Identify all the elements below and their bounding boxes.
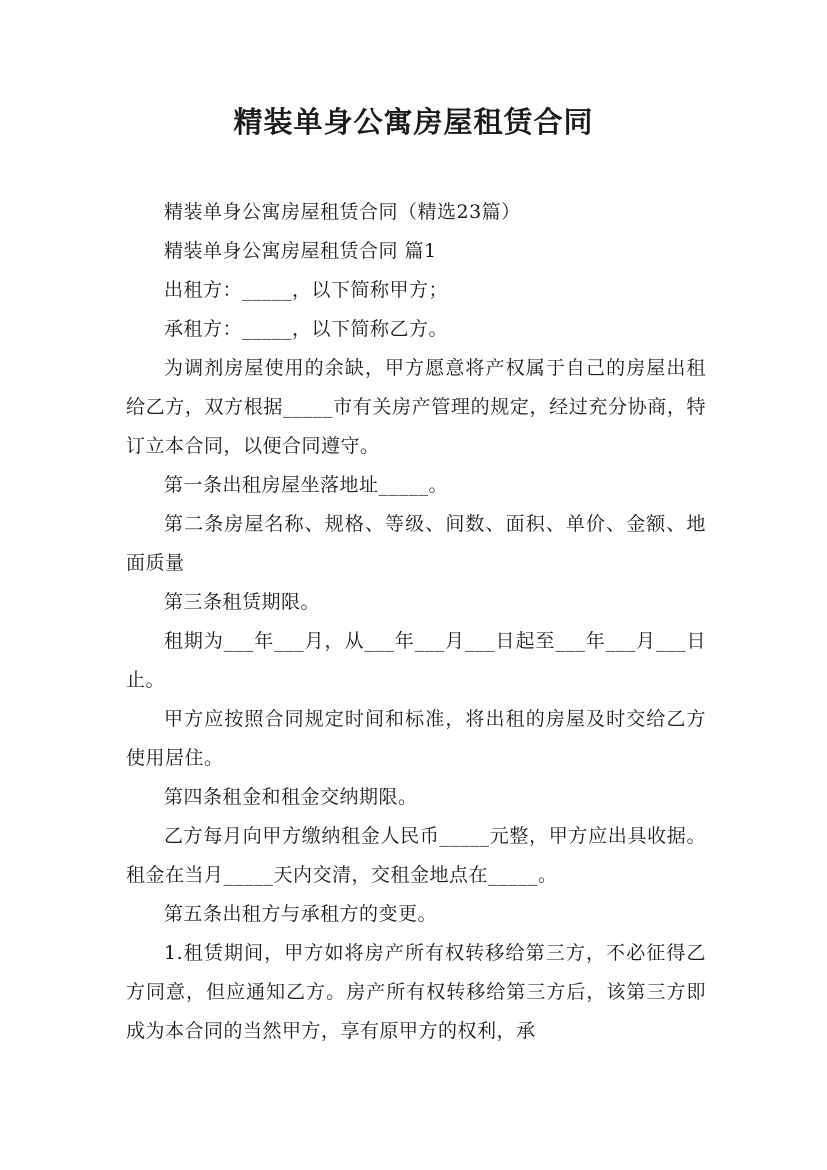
paragraph-lessee: 承租方：_____，以下简称乙方。 <box>164 318 449 340</box>
paragraph-preamble: 为调剂房屋使用的余缺，甲方愿意将产权属于自己的房屋出租给乙方，双方根据_____市有关房产管理的规定，经过充分协商，特订立本合同，以便合同遵守。 <box>126 357 706 457</box>
paragraph-article-5: 第五条出租方与承租方的变更。 <box>164 903 438 925</box>
paragraph-lessor: 出租方：_____，以下简称甲方； <box>164 279 449 301</box>
paragraph-lease-term: 租期为___年___月，从___年___月___日起至___年___月___日止。 <box>126 630 706 691</box>
paragraph-article-2: 第二条房屋名称、规格、等级、间数、面积、单价、金额、地面质量 <box>126 513 706 574</box>
document-title: 精装单身公寓房屋租赁合同 <box>233 105 594 139</box>
paragraph-article-4: 第四条租金和租金交纳期限。 <box>164 786 418 808</box>
document-body <box>126 193 706 1051</box>
paragraph-rent-payment: 乙方每月向甲方缴纳租金人民币_____元整，甲方应出具收据。租金在当月_____天内交清，交租金地点在_____。 <box>126 825 706 886</box>
paragraph-delivery: 甲方应按照合同规定时间和标准，将出租的房屋及时交给乙方使用居住。 <box>126 708 706 769</box>
paragraph-section-heading: 精装单身公寓房屋租赁合同 篇1 <box>164 240 437 262</box>
paragraph-article-1: 第一条出租房屋坐落地址_____。 <box>164 474 449 496</box>
paragraph-subtitle: 精装单身公寓房屋租赁合同（精选23篇） <box>164 201 521 223</box>
paragraph-article-3: 第三条租赁期限。 <box>164 591 321 613</box>
paragraph-transfer-clause: 1.租赁期间，甲方如将房产所有权转移给第三方，不必征得乙方同意，但应通知乙方。房产所有权转移给第三方后，该第三方即成为本合同的当然甲方，享有原甲方的权利，承 <box>126 942 706 1042</box>
